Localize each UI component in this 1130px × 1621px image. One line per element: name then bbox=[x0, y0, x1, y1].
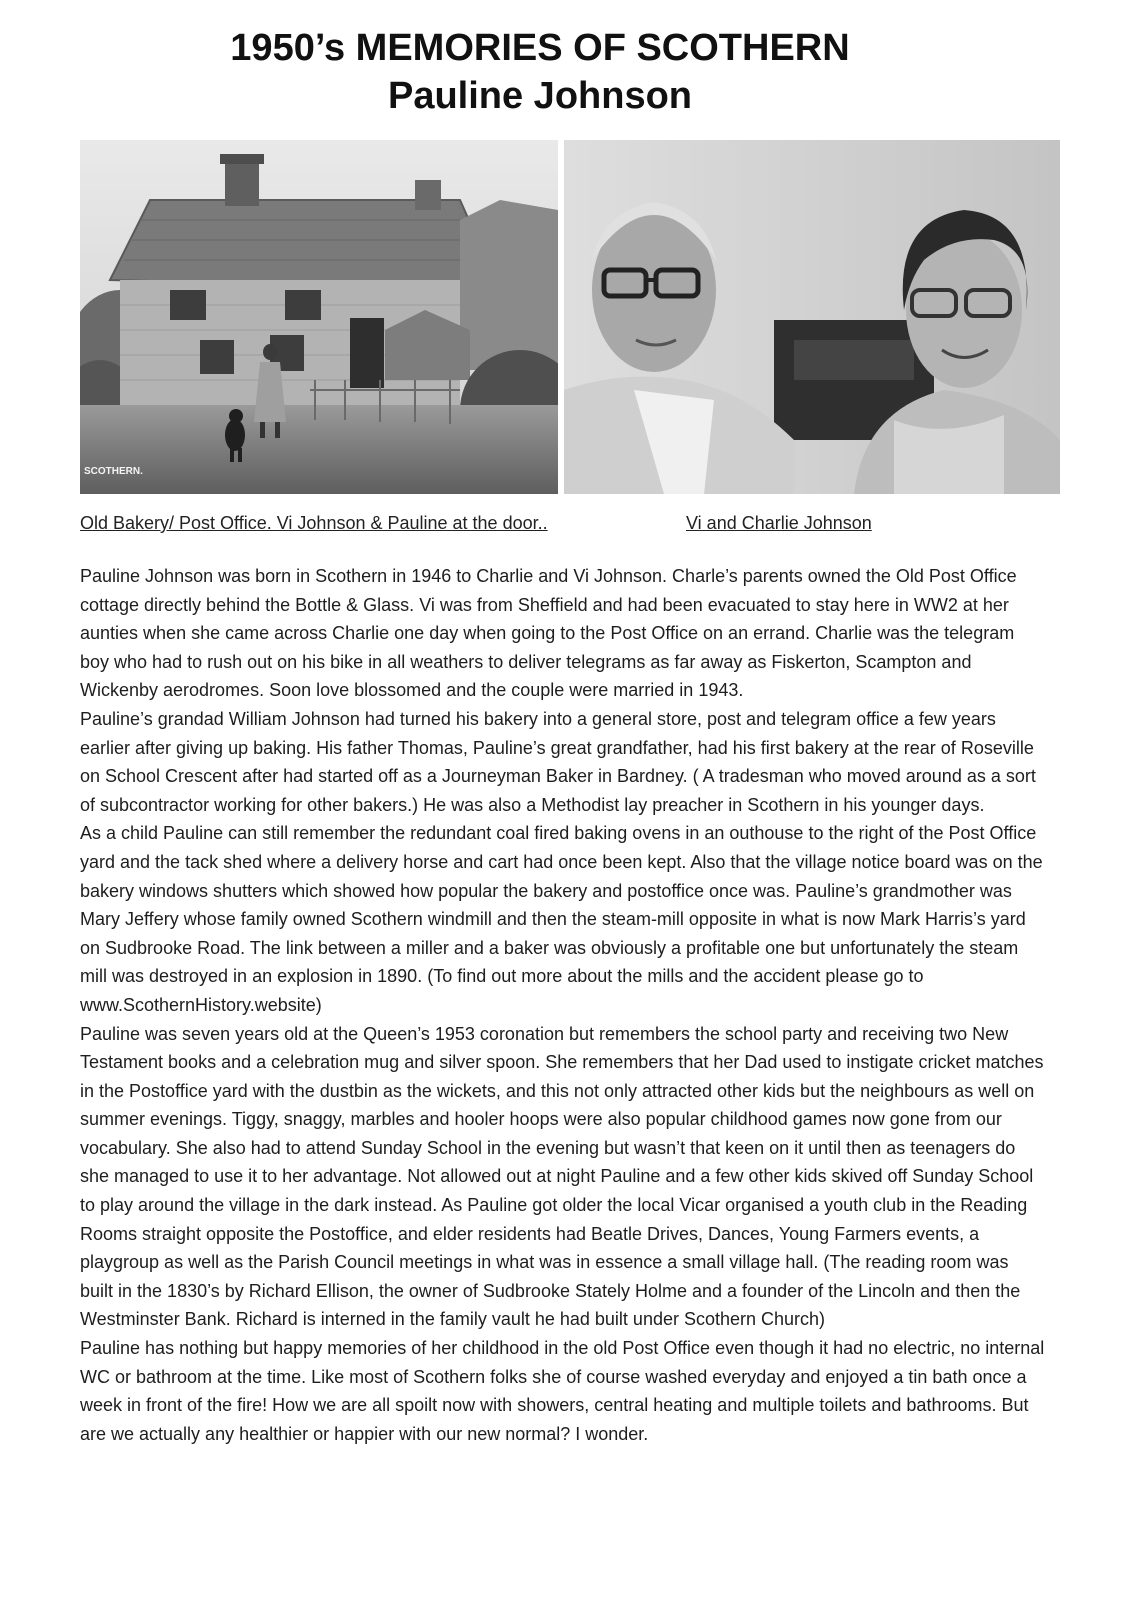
paragraph: As a child Pauline can still remember the redundant coal fired baking ovens in an outhouse to the right of the Post Office yard and the tack shed where a delivery horse and cart had once been kept. Also that the village notice board was on the bakery windows shutters which showed how popular the bakery and postoffice once was. Pauline’s grandmother was Mary Jeffery whose family owned Scothern windmill and then the steam-mill opposite in what is now Mark Harris’s yard on Sudbrooke Road. The link between a miller and a baker was obviously a profitable one but unfortunately the steam mill was destroyed in an explosion in 1890. (To find out more about the mills and the accident please go to www.ScothernHistory.website) bbox=[80, 823, 1043, 1015]
old-bakery-photo bbox=[80, 140, 558, 494]
article-body bbox=[80, 562, 1045, 1448]
bakery-photo-caption: Old Bakery/ Post Office. Vi Johnson & Pauline at the door.. bbox=[80, 513, 548, 533]
paragraph: Pauline has nothing but happy memories of her childhood in the old Post Office even though it had no electric, no internal WC or bathroom at the time. Like most of Scothern folks she of course washed everyday and enjoyed a tin bath once a week in front of the fire! How we are all spoilt now with showers, central heating and multiple toilets and bathrooms. But are we actually any healthier or happier with our new normal? I wonder. bbox=[80, 1338, 1045, 1444]
photo-row bbox=[80, 140, 1060, 494]
page-title bbox=[0, 24, 1080, 120]
portrait-photo-caption: Vi and Charlie Johnson bbox=[686, 513, 872, 533]
document-title: 1950’s MEMORIES OF SCOTHERN bbox=[230, 27, 850, 69]
author-name: Pauline Johnson bbox=[387, 75, 693, 117]
paragraph: Pauline Johnson was born in Scothern in 1946 to Charlie and Vi Johnson. Charle’s parents owned the Old Post Office cottage directly behind the Bottle & Glass. Vi was from Sheffield and had been evacuated to stay here in WW2 at her aunties when she came across Charlie one day when going to the Post Office on an errand. Charlie was the telegram boy who had to rush out on his bike in all weathers to deliver telegrams as far away as Fiskerton, Scampton and Wickenby aerodromes. Soon love blossomed and the couple were married in 1943. bbox=[80, 566, 1017, 701]
paragraph: Pauline’s grandad William Johnson had turned his bakery into a general store, post and telegram office a few years earlier after giving up baking. His father Thomas, Pauline’s great grandfather, had his first bakery at the rear of Roseville on School Crescent after had started off as a Journeyman Baker in Bardney. ( A tradesman who moved around as a sort of subcontractor working for other bakers.) He was also a Methodist lay preacher in Scothern in his younger days. bbox=[80, 708, 1036, 815]
vi-and-charlie-photo bbox=[564, 140, 1060, 494]
paragraph: Pauline was seven years old at the Queen’s 1953 coronation but remembers the school party and receiving two New Testament books and a celebration mug and silver spoon. She remembers that her Dad used to instigate cricket matches in the Postoffice yard with the dustbin as the wickets, and this not only attracted other kids but the neighbours as well on summer evenings. Tiggy, snaggy, marbles and hooler hoops were also popular childhood games now gone from our vocabulary. She also had to attend Sunday School in the evening but wasn’t that keen on it until then as teenagers do she managed to use it to her advantage. Not allowed out at night Pauline and a few other kids skived off Sunday School to play around the village in the dark instead. As Pauline got older the local Vicar organised a youth club in the Reading Rooms straight opposite the Postoffice, and elder residents had Beatle Drives, Dances, Young Farmers events, a playgroup as well as the Parish Council meetings in what was in essence a small village hall. (The reading room was built in the 1830’s by Richard Ellison, the owner of Sudbrooke Stately Holme and a founder of the Lincoln and then the Westminster Bank. Richard is interned in the family vault he had built under Scothern Church) bbox=[80, 1023, 1044, 1330]
photo-stamp: SCOTHERN. bbox=[84, 466, 143, 477]
